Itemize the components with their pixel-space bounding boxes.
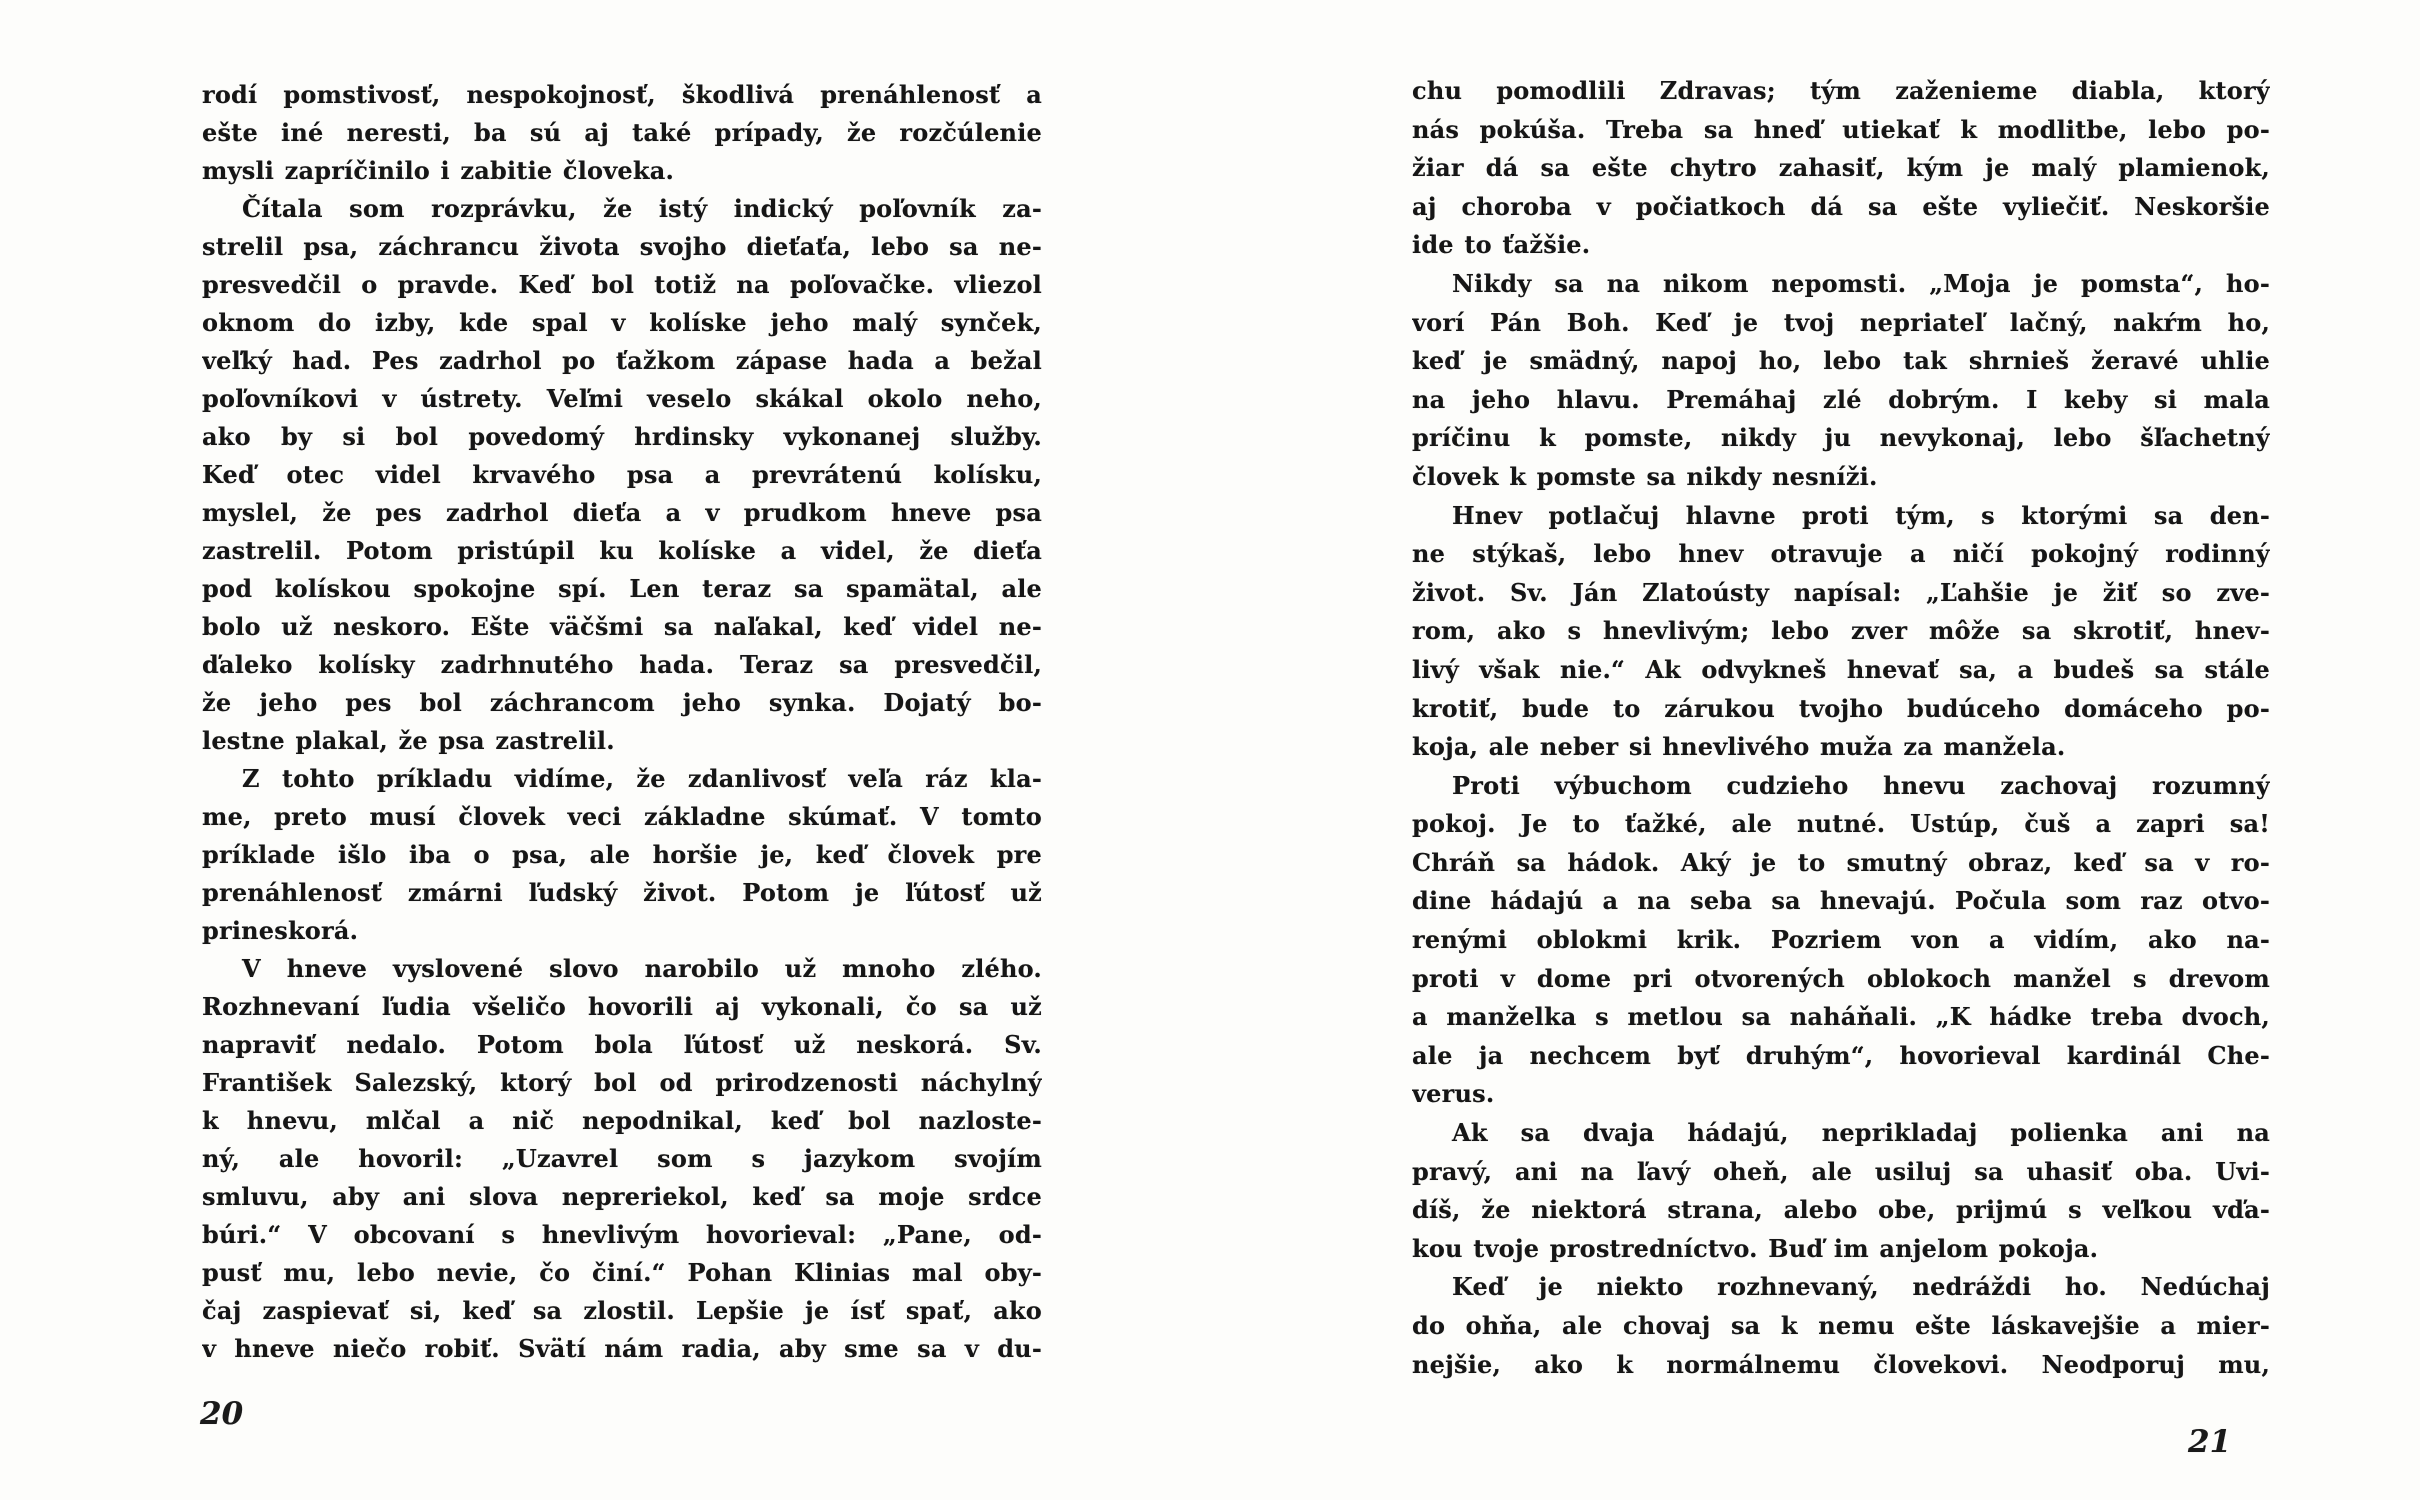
text-line: ešte iné neresti, ba sú aj také prípady, že rozčúlenie <box>202 118 1042 147</box>
text-line: Proti výbuchom cudzieho hnevu zachovaj rozumný <box>1452 770 2270 800</box>
text-line: chu pomodlili Zdravas; tým zaženieme diabla, ktorý <box>1412 76 2270 105</box>
text-line: ako by si bol povedomý hrdinsky vykonanej služby. <box>202 422 1042 451</box>
page-number-right: 21 <box>2188 1424 2232 1460</box>
text-line: myslel, že pes zadrhol dieťa a v prudkom hneve psa <box>202 498 1042 527</box>
text-line: pokoj. Je to ťažké, ale nutné. Ustúp, čuš a zapri sa! <box>1412 809 2270 839</box>
text-line: kou tvoje prostredníctvo. Buď im anjelom pokoja. <box>1412 1233 2099 1263</box>
text-line: verus. <box>1412 1079 1495 1109</box>
text-line: zastrelil. Potom pristúpil ku kolíske a videl, že dieťa <box>202 536 1042 565</box>
text-line: lestne plakal, že psa zastrelil. <box>202 726 615 755</box>
text-line: čaj zaspievať si, keď sa zlostil. Lepšie je ísť spať, ako <box>202 1296 1042 1325</box>
page-right-text-column <box>1412 72 2270 1384</box>
text-line: renými oblokmi krik. Pozriem von a vidím, ako na- <box>1412 925 2270 955</box>
text-line: prenáhlenosť zmárni ľudský život. Potom je ľútosť už <box>202 878 1042 907</box>
text-line: Nikdy sa na nikom nepomsti. „Moja je pomsta“, ho- <box>1452 268 2270 298</box>
text-line: Keď je niekto rozhnevaný, nedráždi ho. Nedúchaj <box>1452 1272 2270 1302</box>
text-line: mysli zapríčinilo i zabitie človeka. <box>202 156 675 185</box>
text-line: veľký had. Pes zadrhol po ťažkom zápase hada a bežal <box>202 346 1042 375</box>
text-line: Keď otec videl krvavého psa a prevrátenú kolísku, <box>202 460 1042 489</box>
text-line: keď je smädný, napoj ho, lebo tak shrnieš žeravé uhlie <box>1412 346 2270 376</box>
text-line: človek k pomste sa nikdy nesníži. <box>1412 461 1878 491</box>
text-line: do ohňa, ale chovaj sa k nemu ešte láskavejšie a mier- <box>1412 1311 2270 1340</box>
text-line: Rozhnevaní ľudia všeličo hovorili aj vykonali, čo sa už <box>202 992 1042 1021</box>
text-line: prineskorá. <box>202 916 359 945</box>
text-line: dine hádajú a na seba sa hnevajú. Počula som raz otvo- <box>1412 886 2270 916</box>
text-line: ne stýkaš, lebo hnev otravuje a ničí pokojný rodinný <box>1412 539 2270 569</box>
text-line: ale ja nechcem byť druhým“, hovorieval kardinál Che- <box>1412 1040 2270 1070</box>
text-line: pusť mu, lebo nevie, čo činí.“ Pohan Klinias mal oby- <box>202 1258 1042 1287</box>
text-line: že jeho pes bol záchrancom jeho synka. Dojatý bo- <box>202 688 1042 717</box>
text-line: príčinu k pomste, nikdy ju nevykonaj, lebo šľachetný <box>1412 423 2270 453</box>
text-line: príklade išlo iba o psa, ale horšie je, keď človek pre <box>202 840 1042 869</box>
text-line: presvedčil o pravde. Keď bol totiž na poľovačke. vliezol <box>202 270 1042 299</box>
text-line: Hnev potlačuj hlavne proti tým, s ktorými sa den- <box>1452 500 2270 530</box>
text-line: František Salezský, ktorý bol od prirodzenosti náchylný <box>202 1068 1042 1097</box>
text-line: vorí Pán Boh. Keď je tvoj nepriateľ lačný, nakŕm ho, <box>1412 307 2270 337</box>
text-line: Z tohto príkladu vidíme, že zdanlivosť veľa ráz kla- <box>242 764 1042 793</box>
text-line: rodí pomstivosť, nespokojnosť, škodlivá prenáhlenosť a <box>202 80 1042 109</box>
text-line: oknom do izby, kde spal v kolíske jeho malý synček, <box>202 308 1042 337</box>
text-line: ný, ale hovoril: „Uzavrel som s jazykom svojím <box>202 1144 1042 1173</box>
text-line: rom, ako s hnevlivým; lebo zver môže sa skrotiť, hnev- <box>1412 616 2270 646</box>
text-line: V hneve vyslovené slovo narobilo už mnoho zlého. <box>242 954 1042 983</box>
text-line: k hnevu, mlčal a nič nepodnikal, keď bol nazloste- <box>202 1106 1042 1135</box>
text-line: poľovníkovi v ústrety. Veľmi veselo skákal okolo neho, <box>202 384 1042 413</box>
text-line: me, preto musí človek veci základne skúmať. V tomto <box>202 802 1042 831</box>
page-number-left: 20 <box>200 1396 244 1432</box>
text-line: pravý, ani na ľavý oheň, ale usiluj sa uhasiť oba. Uvi- <box>1412 1156 2270 1186</box>
page-right <box>1210 0 2420 1500</box>
text-line: nás pokúša. Treba sa hneď utiekať k modlitbe, lebo po- <box>1412 114 2270 144</box>
text-line: koja, ale neber si hnevlivého muža za manžela. <box>1412 732 2066 762</box>
text-line: život. Sv. Ján Zlatoústy napísal: „Ľahšie je žiť so zve- <box>1412 577 2270 607</box>
text-line: smluvu, aby ani slova nepreriekol, keď sa moje srdce <box>202 1182 1042 1211</box>
text-line: búri.“ V obcovaní s hnevlivým hovorieval: „Pane, od- <box>202 1220 1042 1249</box>
text-line: ide to ťažšie. <box>1412 230 1591 260</box>
text-line: proti v dome pri otvorených oblokoch manžel s drevom <box>1412 963 2270 993</box>
text-line: livý však nie.“ Ak odvykneš hnevať sa, a budeš sa stále <box>1412 654 2270 684</box>
text-line: nejšie, ako k normálnemu človekovi. Neodporuj mu, <box>1412 1349 2270 1379</box>
text-line: na jeho hlavu. Premáhaj zlé dobrým. I keby si mala <box>1412 384 2270 414</box>
text-line: ďaleko kolísky zadrhnutého hada. Teraz sa presvedčil, <box>202 650 1042 679</box>
text-line: a manželka s metlou sa naháňali. „K hádke treba dvoch, <box>1412 1002 2270 1032</box>
text-line: krotiť, bude to zárukou tvojho budúceho domáceho po- <box>1412 693 2270 723</box>
text-line: díš, že niektorá strana, alebo obe, prijmú s veľkou vďa- <box>1412 1195 2270 1225</box>
text-line: v hneve niečo robiť. Svätí nám radia, aby sme sa v du- <box>202 1334 1042 1363</box>
text-line: Ak sa dvaja hádajú, neprikladaj polienka ani na <box>1452 1118 2270 1148</box>
text-line: Chráň sa hádok. Aký je to smutný obraz, keď sa v ro- <box>1412 847 2270 877</box>
text-line: aj choroba v počiatkoch dá sa ešte vyliečiť. Neskoršie <box>1412 191 2270 221</box>
text-line: napraviť nedalo. Potom bola ľútosť už neskorá. Sv. <box>202 1030 1042 1059</box>
text-line: žiar dá sa ešte chytro zahasiť, kým je malý plamienok, <box>1412 153 2270 183</box>
text-line: strelil psa, záchrancu života svojho dieťaťa, lebo sa ne- <box>202 232 1042 261</box>
page-left-text-column <box>202 76 1042 1368</box>
text-line: bolo už neskoro. Ešte väčšmi sa naľakal, keď videl ne- <box>202 612 1042 641</box>
text-line: Čítala som rozprávku, že istý indický poľovník za- <box>242 194 1042 223</box>
text-line: pod kolískou spokojne spí. Len teraz sa spamätal, ale <box>202 574 1042 603</box>
